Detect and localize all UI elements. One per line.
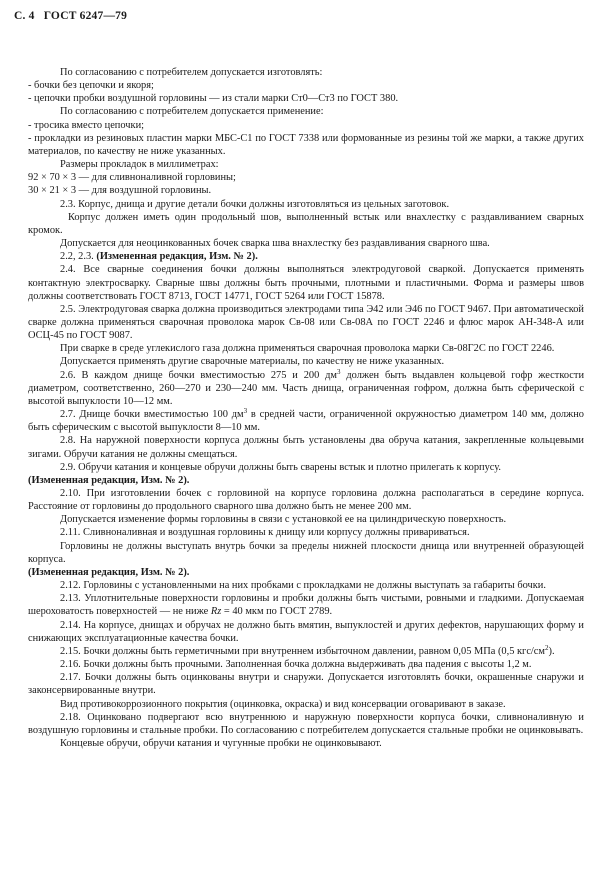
paragraph: Вид противокоррозионного покрытия (оцинковка, окраска) и вид консервации оговаривают в заказе. [60, 698, 506, 710]
dimension-line: 92 × 70 × 3 — для сливноналивной горловины; [28, 172, 236, 184]
paragraph: 2.8. На наружной поверхности корпуса должны быть установлены два обруча катания, закрепленные кольцевыми зигами. Обручи катания не должны смещаться. [28, 435, 584, 460]
paragraph: 2.9. Обручи катания и концевые обручи должны быть сварены встык и плотно прилегать к корпусу. [60, 461, 501, 473]
page-number: С. 4 [14, 10, 35, 22]
paragraph: По согласованию с потребителем допускается изготовлять: [60, 67, 323, 78]
standard-code: ГОСТ 6247—79 [43, 10, 128, 22]
text-run: должен быть выдавлен кольцевой гофр жесткости диаметром, соответственно, 260—270 и 230—240 мм. Часть днища, ограниченная гофром, должна быть сферической с высотой выпуклости 10—12 мм. [28, 369, 585, 407]
paragraph: 2.14. На корпусе, днищах и обручах не должно быть вмятин, выпуклостей и других дефектов, нарушающих форму и снижающих эксплуатационные качества бочки. [28, 619, 584, 644]
list-item: - тросика вместо цепочки; [28, 119, 145, 131]
document-body [28, 66, 584, 750]
paragraph [28, 592, 584, 618]
list-item: - цепочки пробки воздушной горловины — из стали марки Ст0—Ст3 по ГОСТ 380. [28, 93, 399, 105]
text-run: = 40 мкм по ГОСТ 2789. [221, 606, 333, 618]
paragraph: Корпус должен иметь один продольный шов, выполненный встык или внахлестку с раздавливанием сварных кромок. [28, 211, 584, 236]
paragraph: 2.5. Электродуговая сварка должна производиться электродами типа Э42 или Э46 по ГОСТ 9467. При автоматической сварке должна применяться сварочная проволока марок Св-08 или Св-08А по ГОСТ 2246 и флюс марок АН-348-А или ОСЦ-45 по ГОСТ 9087. [28, 303, 584, 342]
paragraph: Допускается применять другие сварочные материалы, по качеству не ниже указанных. [60, 356, 445, 368]
dimension-line: 30 × 21 × 3 — для воздушной горловины. [28, 185, 212, 197]
text-run: 2.6. В каждом днище бочки вместимостью 275 и 200 дм [60, 369, 338, 381]
text-run: 2.15. Бочки должны быть герметичными при внутреннем избыточном давлении, равном 0,05 МПа (0,5 кгс/см [60, 645, 545, 657]
paragraph [28, 369, 584, 408]
paragraph: 2.12. Горловины с установленными на них пробками с прокладками не должны выступать за габариты бочки. [60, 580, 546, 592]
superscript: 3 [337, 367, 341, 376]
paragraph: Допускается изменение формы горловины в связи с установкой ее на цилиндрическую поверхность. [60, 514, 507, 526]
amendment-note [28, 250, 584, 263]
paragraph [28, 645, 584, 658]
paragraph: Размеры прокладок в миллиметрах: [60, 159, 219, 171]
list-item: - прокладки из резиновых пластин марки МБС-С1 по ГОСТ 7338 или формованные из резины той же марки, а также других материалов, по качеству не ниже указанных. [28, 132, 584, 157]
paragraph: 2.16. Бочки должны быть прочными. Заполненная бочка должна выдерживать два падения с высоты 1,2 м. [60, 659, 532, 671]
paragraph: 2.4. Все сварные соединения бочки должны выполняться электродуговой сваркой. Допускается применять контактную электросварку. Сварные швы должны быть прочными, плотными и пластичными. Форма и размеры швов должны соответствовать ГОСТ 8713, ГОСТ 14771, ГОСТ 5264 или ГОСТ 15878. [28, 264, 584, 302]
paragraph: Горловины не должны выступать внутрь бочки за пределы нижней плоскости днища или внутренней образующей корпуса. [28, 540, 584, 565]
amendment-text: (Измененная редакция, Изм. № 2). [96, 251, 258, 263]
roughness-symbol: Rz [210, 606, 222, 618]
text-run: 2.7. Днище бочки вместимостью 100 дм [60, 409, 244, 421]
text-run: в средней части, ограниченной окружностью диаметром 140 мм, должно быть сферическим с высотой выпуклости 8—10 мм. [28, 409, 584, 434]
amendment-note: (Измененная редакция, Изм. № 2). [28, 566, 190, 578]
paragraph: 2.10. При изготовлении бочек с горловиной на корпусе горловина должна располагаться в середине корпуса. Расстояние от горловины до продольного сварного шва должно быть не менее 200 мм. [28, 488, 584, 513]
paragraph: 2.3. Корпус, днища и другие детали бочки должны изготовляться из цельных заготовок. [60, 198, 450, 210]
superscript: 3 [243, 407, 248, 416]
paragraph: По согласованию с потребителем допускается применение: [60, 106, 324, 118]
paragraph: 2.18. Оцинковано подвергают всю внутреннюю и наружную поверхности корпуса бочки, сливноналивную и воздушную горловины и стальные пробки. По согласованию с потребителем допускается стальные пробки не оцинковывать. [28, 711, 584, 736]
paragraph: При сварке в среде углекислого газа должна применяться сварочная проволока марки Св-08Г2С по ГОСТ 2246. [60, 343, 555, 355]
paragraph: Допускается для неоцинкованных бочек сварка шва внахлестку без раздавливания сварного шва. [60, 238, 490, 250]
paragraph: 2.17. Бочки должны быть оцинкованы внутри и снаружи. Допускается изготовлять бочки, окрашенные снаружи и законсервированные внутри. [28, 672, 584, 697]
paragraph [28, 408, 584, 434]
paragraph: 2.11. Сливноналивная и воздушная горловины к днищу или корпусу должны привариваться. [60, 527, 470, 539]
superscript: 2 [545, 643, 549, 652]
paragraph: Концевые обручи, обручи катания и чугунные пробки не оцинковывают. [60, 737, 382, 749]
amendment-clauses: 2.2, 2.3. [60, 251, 94, 263]
text-run: ). [548, 645, 555, 657]
list-item: - бочки без цепочки и якоря; [28, 80, 154, 92]
page-header [14, 10, 127, 22]
amendment-note: (Измененная редакция, Изм. № 2). [28, 474, 190, 486]
text-run: 2.13. Уплотнительные поверхности горловины и пробки должны быть чистыми, ровными и гладкими. Допускаемая шероховатость поверхностей — не ниже [28, 593, 584, 618]
